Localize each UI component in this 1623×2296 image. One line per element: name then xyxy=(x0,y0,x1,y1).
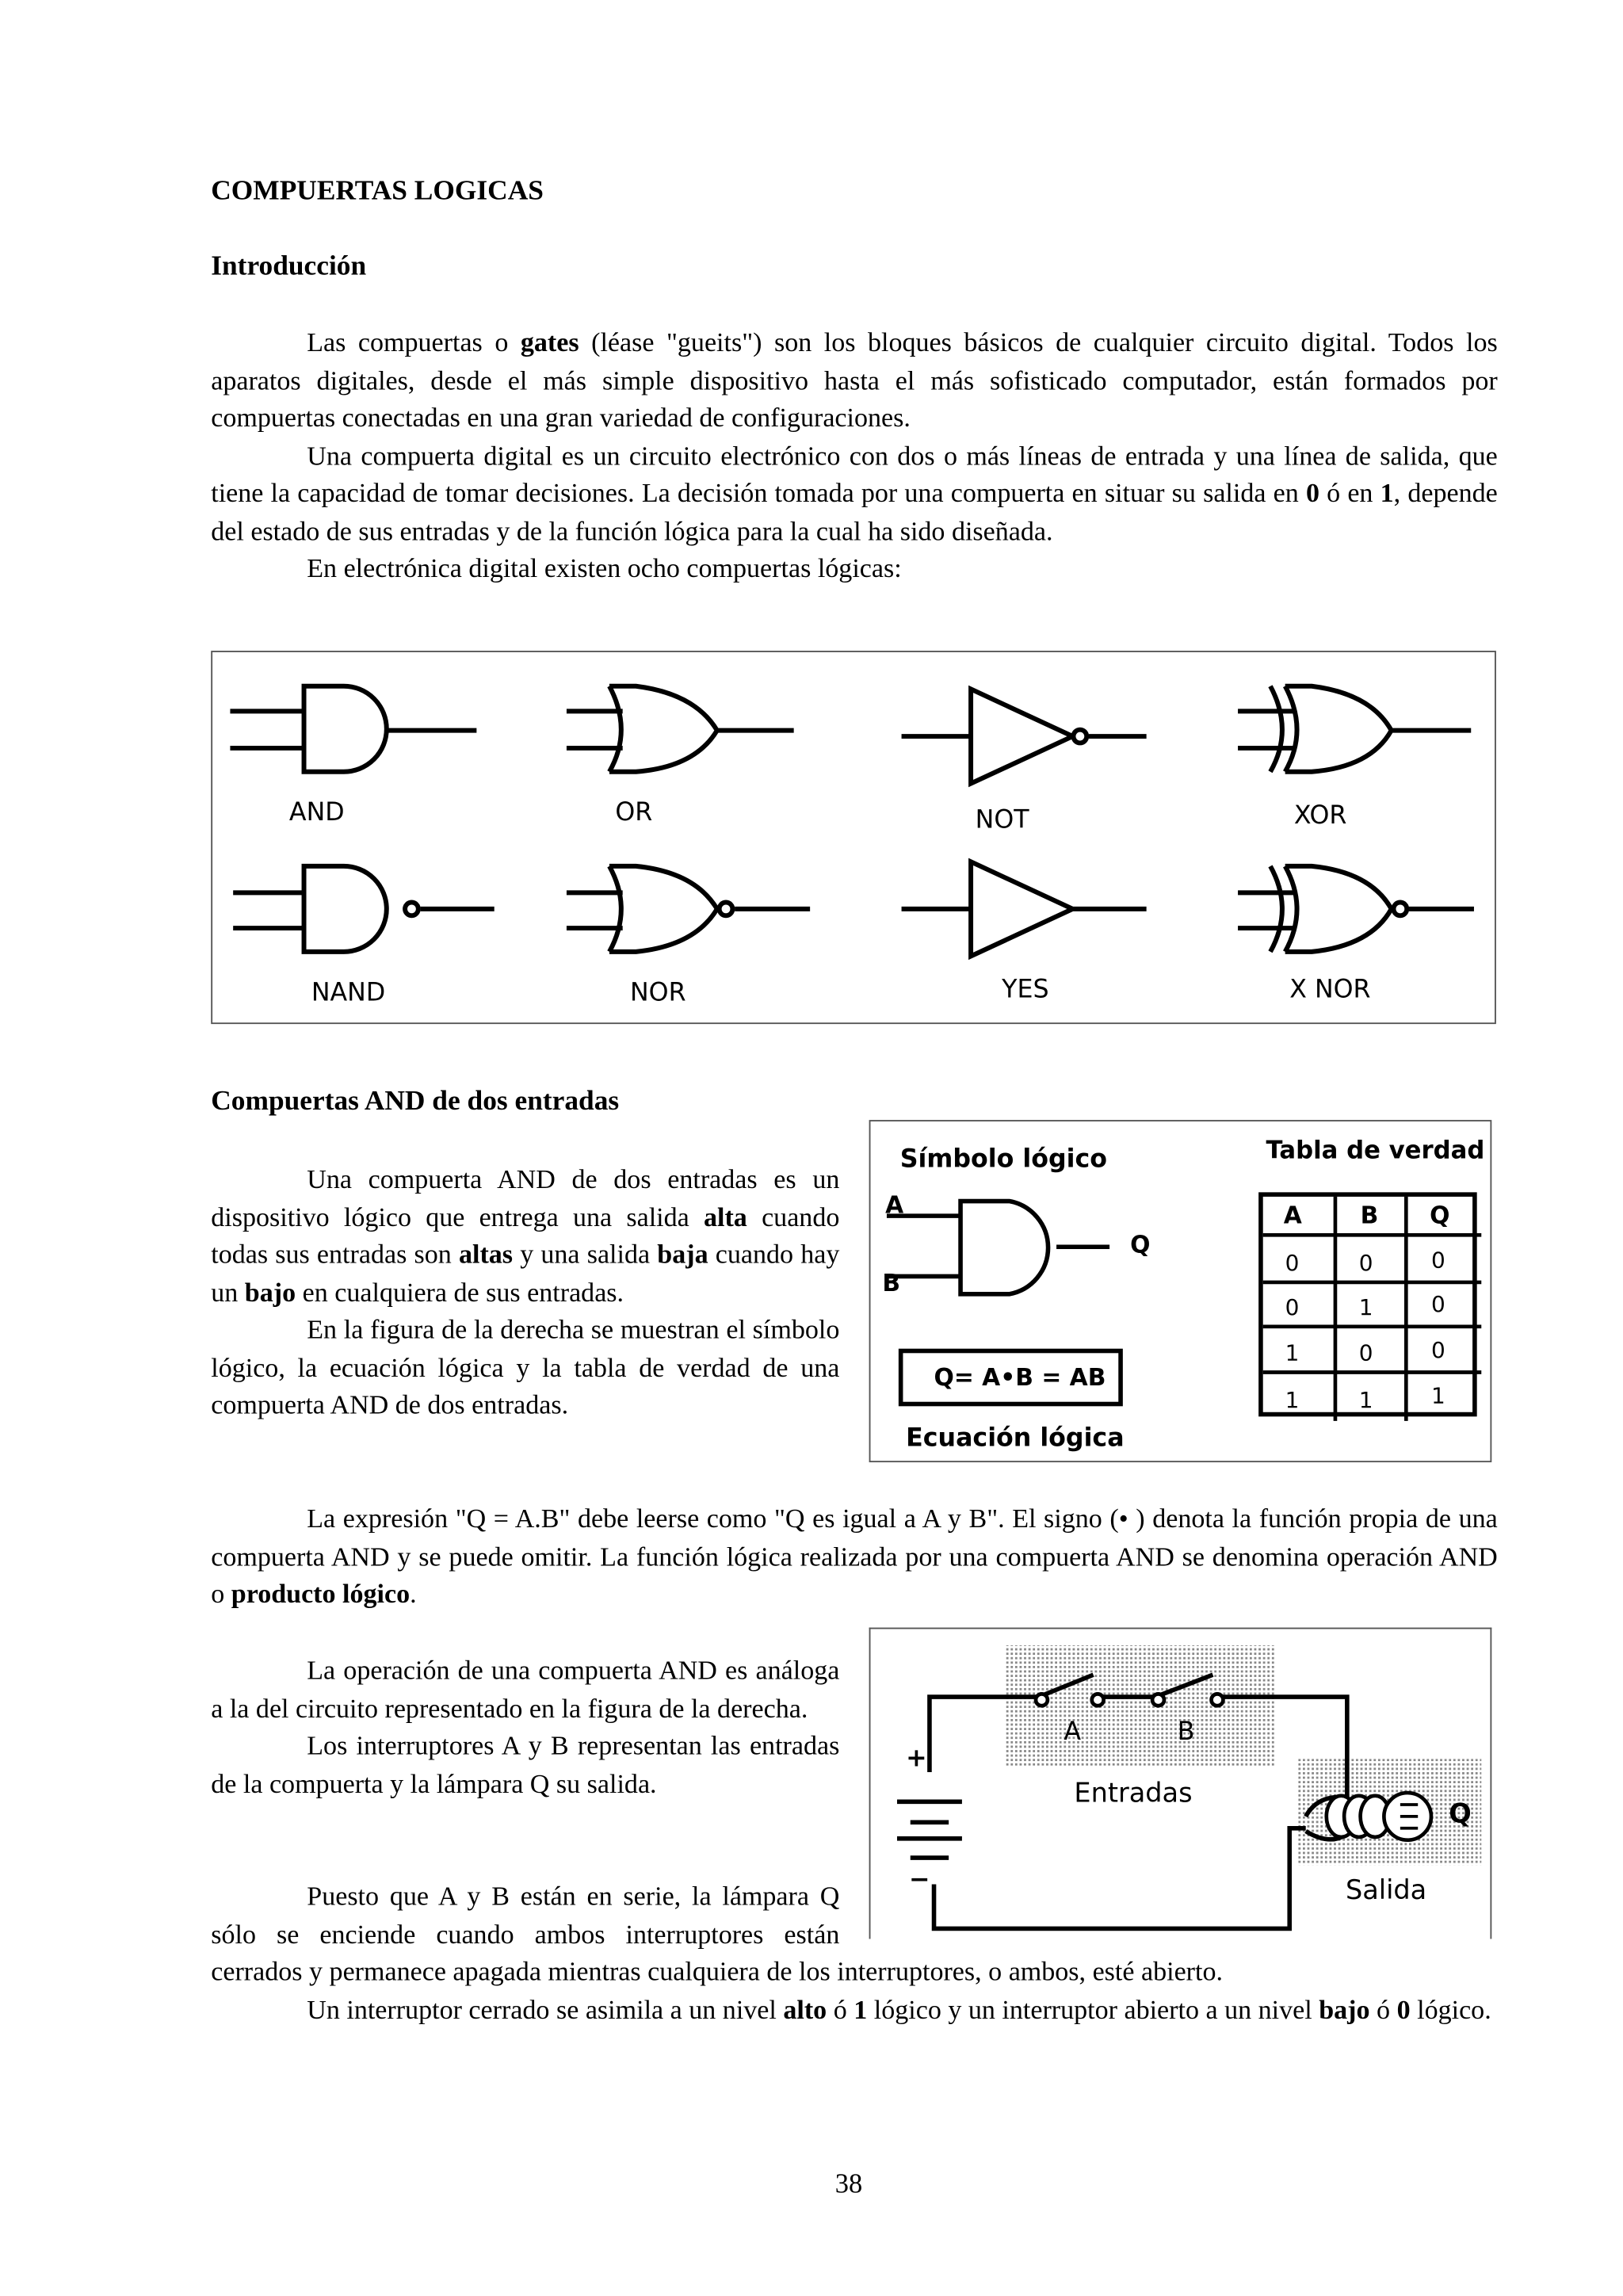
circuit-p4-text-c: ó xyxy=(827,1994,854,2024)
circuit-p4-text-g: ó xyxy=(1369,1994,1397,2024)
label-and: AND xyxy=(288,798,345,828)
and-paragraph-2: En la figura de la derecha se muestran el símbolo lógico, la ecuación lógica y la tabla de verdad de una compuerta AND de dos entradas. xyxy=(211,1314,840,1420)
battery-symbol xyxy=(897,1801,962,1858)
cell-r1-b: 0 xyxy=(1358,1249,1373,1277)
and-paragraph-1 xyxy=(211,1161,839,1312)
input-b-label: B xyxy=(882,1269,901,1297)
cell-r4-a: 1 xyxy=(1285,1387,1300,1414)
page-number: 38 xyxy=(834,2170,863,2200)
and-p3-text-a: La expresión "Q = A.B" debe leerse como "Q es igual a A y B". El signo (• ) denota la función propia de una compuerta AND y se puede omitir. La función lógica realizada por una compuerta AND se denomina operación AND o xyxy=(211,1503,1498,1609)
input-a-label: A xyxy=(885,1190,904,1219)
intro-text xyxy=(211,325,1498,588)
circuit-p4-text-i: lógico. xyxy=(1410,1994,1491,2024)
bold-alta: alta xyxy=(703,1201,747,1232)
nand-bubble xyxy=(405,903,418,916)
battery-minus-label: − xyxy=(908,1865,930,1895)
cell-r2-a: 0 xyxy=(1285,1293,1300,1321)
inputs-label: Entradas xyxy=(1074,1778,1193,1809)
and-p1-text-a: Una compuerta AND de dos entradas es un dispositivo lógico que entrega una salida xyxy=(211,1163,840,1232)
bold-alto: alto xyxy=(783,1994,827,2024)
page-title: COMPUERTAS LOGICAS xyxy=(211,175,544,207)
cell-r3-b: 0 xyxy=(1358,1339,1373,1367)
equation-text: Q= A•B = AB xyxy=(934,1363,1106,1392)
cell-r2-q: 0 xyxy=(1430,1291,1445,1318)
intro-p1-text-a: Las compuertas o xyxy=(307,327,521,357)
and-gate-symbol xyxy=(230,686,476,772)
and-p3-text-c: . xyxy=(410,1579,417,1609)
intro-p2-text-e: , depende del estado de sus entradas y de la función lógica para la cual ha sido diseñada. xyxy=(211,478,1498,545)
and-figure xyxy=(869,1120,1492,1462)
and-p1-text-i: en cualquiera de sus entradas. xyxy=(296,1277,624,1307)
intro-paragraph-3: En electrónica digital existen ocho compuertas lógicas: xyxy=(307,553,902,583)
not-bubble xyxy=(1073,730,1086,743)
intro-p2-text-c: ó en xyxy=(1319,478,1381,508)
switch-a-contact-1 xyxy=(1036,1694,1048,1706)
figure-float-spacer xyxy=(839,1878,1497,1937)
battery-plus-label: + xyxy=(906,1744,927,1774)
bold-baja: baja xyxy=(657,1239,708,1270)
header-b: B xyxy=(1360,1201,1379,1229)
symbol-title: Símbolo lógico xyxy=(899,1144,1107,1175)
label-or: OR xyxy=(615,798,653,828)
xor-gate-symbol xyxy=(1238,686,1471,772)
and-p1-text-e: y una salida xyxy=(513,1239,658,1270)
circuit-description xyxy=(211,1652,839,1803)
intro-paragraph-2 xyxy=(211,437,1498,550)
and-description xyxy=(211,1161,839,1424)
and-section-heading: Compuertas AND de dos entradas xyxy=(211,1086,620,1117)
yes-gate-symbol xyxy=(902,861,1147,956)
switch-b-label: B xyxy=(1177,1717,1195,1748)
gates-drawing xyxy=(212,652,1498,1026)
equation-box xyxy=(899,1349,1123,1407)
nand-gate-symbol xyxy=(233,866,495,952)
xnor-gate-symbol xyxy=(1238,866,1474,952)
bold-1: 1 xyxy=(854,1994,868,2024)
circuit-closing-text xyxy=(211,1878,1498,2029)
circuit-paragraph-2: Los interruptores A y B representan las entradas de la compuerta y la lámpara Q su salida. xyxy=(211,1730,840,1798)
cell-r2-b: 1 xyxy=(1358,1293,1373,1321)
switch-b-contact-2 xyxy=(1212,1694,1224,1706)
truth-table-title: Tabla de verdad xyxy=(1266,1136,1485,1164)
and-expression-text xyxy=(211,1500,1498,1613)
circuit-p4-text-e: lógico y un interruptor abierto a un nivel xyxy=(867,1994,1319,2024)
cell-r3-a: 1 xyxy=(1285,1339,1300,1367)
label-nor: NOR xyxy=(629,978,686,1008)
header-q: Q xyxy=(1430,1201,1450,1229)
cell-r1-q: 0 xyxy=(1430,1247,1445,1274)
intro-p1-text-c: (léase "gueits") son los bloques básicos de cualquier circuito digital. Todos los aparatos digitales, desde el más simple dispositivo hasta el más sofisticado computador, están formados por compuertas conectadas en una gran variedad de configuraciones. xyxy=(211,327,1498,433)
label-yes: YES xyxy=(1002,975,1049,1005)
bold-zero: 0 xyxy=(1305,478,1319,508)
bold-0: 0 xyxy=(1396,1994,1411,2024)
or-gate-symbol xyxy=(567,686,794,772)
intro-heading: Introducción xyxy=(211,250,367,282)
output-q-label: Q xyxy=(1130,1230,1151,1259)
bold-bajo: bajo xyxy=(244,1277,296,1307)
intro-p2-text-a: Una compuerta digital es un circuito electrónico con dos o más líneas de entrada y una línea de salida, que tiene la capacidad de tomar decisiones. La decisión tomada por una compuerta en situar su salida en xyxy=(211,440,1498,508)
xnor-bubble xyxy=(1393,903,1407,916)
and-paragraph-3 xyxy=(211,1500,1498,1613)
bold-one: 1 xyxy=(1380,478,1394,508)
and-p1-text-c: cuando todas sus entradas son xyxy=(211,1201,840,1270)
circuit-paragraph-3-text: Puesto que A y B están en serie, la lámpara Q sólo se enciende cuando ambos interruptores están cerrados y permanece apagada mientras cualquiera de los interruptores, o ambos, esté abierto. xyxy=(211,1881,1224,1987)
circuit-p4-text-a: Un interruptor cerrado se asimila a un nivel xyxy=(307,1994,784,2024)
truth-table xyxy=(1258,1192,1477,1416)
circuit-paragraph-4 xyxy=(211,1992,1498,2029)
equation-title: Ecuación lógica xyxy=(906,1423,1125,1454)
cell-r4-q: 1 xyxy=(1430,1382,1445,1410)
label-not: NOT xyxy=(975,805,1029,835)
switch-a-contact-2 xyxy=(1092,1694,1104,1706)
gates-figure xyxy=(211,651,1496,1024)
nor-bubble xyxy=(720,903,733,916)
cell-r3-q: 0 xyxy=(1430,1336,1445,1364)
header-a: A xyxy=(1283,1201,1302,1229)
switch-a-label: A xyxy=(1064,1717,1082,1748)
nor-gate-symbol xyxy=(567,866,810,952)
bold-bajo-2: bajo xyxy=(1319,1994,1370,2024)
cell-r1-a: 0 xyxy=(1285,1249,1300,1277)
switch-b-contact-1 xyxy=(1152,1694,1164,1706)
term-gates: gates xyxy=(520,327,579,357)
bold-producto-logico: producto lógico xyxy=(231,1579,411,1609)
cell-r4-b: 1 xyxy=(1358,1387,1373,1414)
output-label: Salida xyxy=(1345,1875,1427,1907)
label-xor: XOR xyxy=(1293,800,1347,831)
label-xnor: X NOR xyxy=(1289,975,1371,1005)
not-gate-symbol xyxy=(902,689,1147,783)
and-p1-text-g: cuando hay un xyxy=(211,1239,840,1307)
lamp-q-label: Q xyxy=(1449,1798,1472,1830)
circuit-paragraph-1: La operación de una compuerta AND es análoga a la del circuito representado en la figura de la derecha. xyxy=(211,1655,840,1723)
label-nand: NAND xyxy=(311,978,386,1008)
intro-paragraph-1 xyxy=(211,325,1498,437)
bold-altas: altas xyxy=(458,1239,514,1270)
